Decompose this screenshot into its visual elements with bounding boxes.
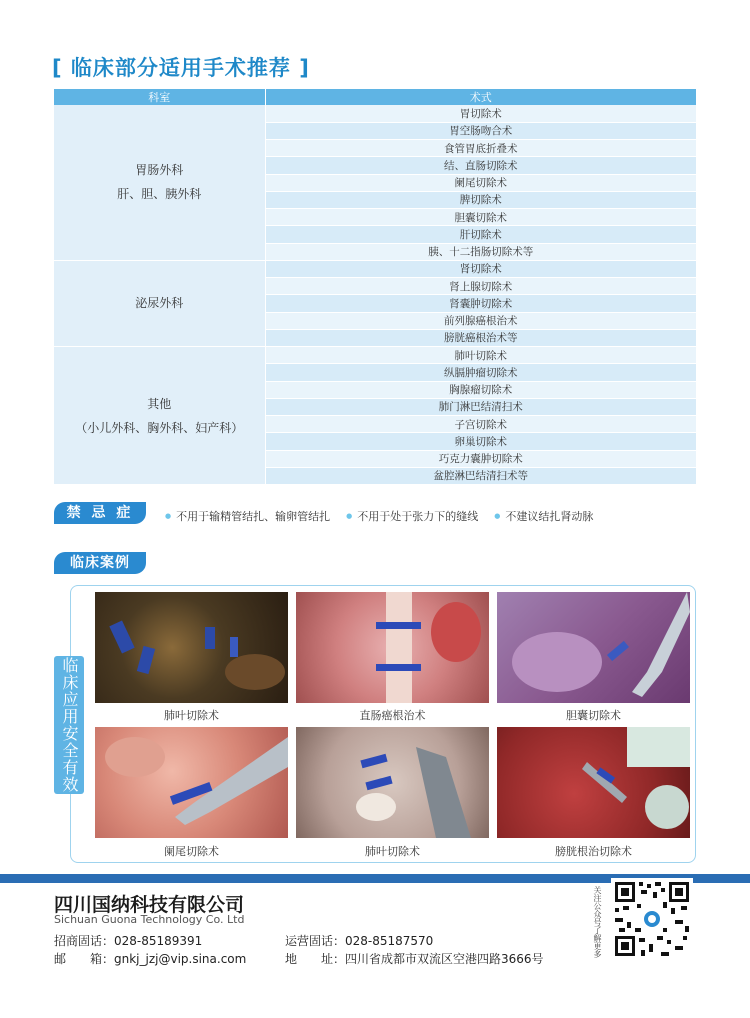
procedure-cell: 胃空肠吻合术 (265, 122, 697, 139)
surgery-photo-graphic (497, 592, 690, 703)
procedure-cell: 胃切除术 (265, 105, 697, 122)
photo-caption: 肺叶切除术 (164, 709, 219, 722)
procedure-cell: 食管胃底折叠术 (265, 140, 697, 157)
department-name: 胃肠外科 (135, 163, 184, 178)
side-label: 临床应用安全有效 (54, 656, 84, 794)
ops-phone: 运营固话：028-85187570 (285, 934, 434, 948)
department-name: 其他 (147, 396, 172, 411)
address: 地 址：四川省成都市双流区空港四路3666号 (285, 952, 544, 966)
photo-caption: 阑尾切除术 (164, 845, 219, 858)
invest-phone: 招商固话：028-85189391 (54, 934, 203, 948)
company-name-en: Sichuan Guona Technology Co. Ltd (54, 913, 245, 926)
surgery-photo-graphic (296, 592, 489, 703)
surgery-photo-graphic (497, 727, 690, 838)
procedure-cell: 肺门淋巴结清扫术 (265, 398, 697, 415)
procedure-cell: 巧克力囊肿切除术 (265, 450, 697, 467)
contraindication-list (165, 508, 593, 524)
page-title: [ 临床部分适用手术推荐 ] (52, 56, 310, 80)
table-row (54, 105, 697, 122)
procedure-cell: 肾上腺切除术 (265, 278, 697, 295)
procedure-cell: 肾切除术 (265, 260, 697, 277)
surgery-photo (497, 727, 690, 838)
table-row (54, 260, 697, 277)
contraindication-badge: 禁 忌 症 (54, 502, 146, 524)
surgery-photo (95, 727, 288, 838)
contraindication-item: ● 不建议结扎肾动脉 (494, 508, 593, 524)
clinical-cases-badge: 临床案例 (54, 552, 146, 574)
header-department: 科室 (54, 89, 265, 105)
qr-code[interactable] (611, 878, 693, 960)
surgery-photo (296, 727, 489, 838)
surgery-photo (497, 592, 690, 703)
photo-caption: 肺叶切除术 (365, 845, 420, 858)
procedure-cell: 胸腺瘤切除术 (265, 381, 697, 398)
procedure-table (54, 89, 697, 485)
department-subname: 肝、胆、胰外科 (117, 187, 202, 202)
procedure-cell: 阑尾切除术 (265, 174, 697, 191)
photo-caption: 胆囊切除术 (566, 709, 621, 722)
procedure-cell: 膀胱癌根治术等 (265, 329, 697, 346)
company-name: 四川国纳科技有限公司 (54, 894, 245, 916)
email: 邮 箱：gnkj_jzj@vip.sina.com (54, 952, 247, 966)
department-name: 泌尿外科 (135, 296, 184, 311)
qr-code-graphic (611, 878, 693, 960)
surgery-photo (95, 592, 288, 703)
qr-caption: 关注公众号了解更多 (593, 886, 602, 958)
department-cell (54, 347, 265, 485)
procedure-cell: 前列腺癌根治术 (265, 312, 697, 329)
surgery-photo (296, 592, 489, 703)
department-subname: （小儿外科、胸外科、妇产科） (75, 420, 244, 435)
procedure-cell: 胆囊切除术 (265, 209, 697, 226)
photo-caption: 直肠癌根治术 (359, 709, 426, 722)
department-cell (54, 260, 265, 346)
procedure-cell: 脾切除术 (265, 191, 697, 208)
table-row (54, 347, 697, 364)
procedure-cell: 肾囊肿切除术 (265, 295, 697, 312)
photo-caption: 膀胱根治切除术 (555, 845, 632, 858)
department-cell (54, 105, 265, 260)
procedure-cell: 纵膈肿瘤切除术 (265, 364, 697, 381)
procedure-cell: 肝切除术 (265, 226, 697, 243)
surgery-photo-graphic (95, 592, 288, 703)
procedure-cell: 结、直肠切除术 (265, 157, 697, 174)
contraindication-item: ● 不用于输精管结扎、输卵管结扎 (165, 508, 330, 524)
surgery-photo-graphic (95, 727, 288, 838)
header-procedure: 术式 (265, 89, 697, 105)
surgery-photo-graphic (296, 727, 489, 838)
procedure-cell: 卵巢切除术 (265, 433, 697, 450)
procedure-cell: 子宫切除术 (265, 416, 697, 433)
procedure-cell: 肺叶切除术 (265, 347, 697, 364)
procedure-cell: 胰、十二指肠切除术等 (265, 243, 697, 260)
contraindication-item: ● 不用于处于张力下的缝线 (346, 508, 478, 524)
procedure-cell: 盆腔淋巴结清扫术等 (265, 467, 697, 484)
